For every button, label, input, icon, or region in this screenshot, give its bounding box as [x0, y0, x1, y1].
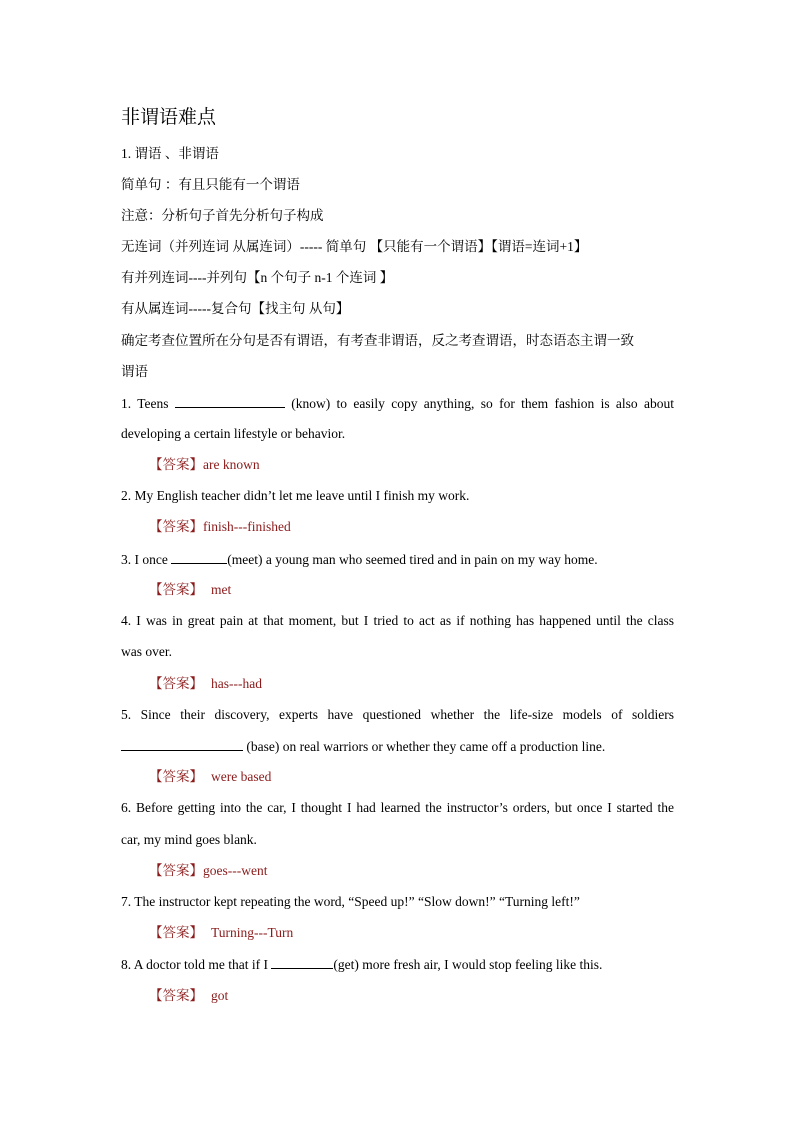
question-line: 2. My English teacher didn’t let me leave until I finish my work.	[121, 488, 470, 503]
answer-label: 【答案】	[149, 988, 203, 1003]
answer-label: 【答案】	[149, 863, 203, 878]
question-line: 6. Before getting into the car, I thought I had learned the instructor’s orders, but once I started the	[121, 800, 674, 815]
note-line: 有并列连词----并列句【n 个句子 n-1 个连词 】	[121, 270, 394, 285]
question-line: 3. I once (meet) a young man who seemed tired and in pain on my way home.	[121, 552, 598, 567]
note-line: 注意：分析句子首先分析句子构成	[121, 208, 324, 223]
answer-value: finish---finished	[203, 519, 291, 534]
answer-blank	[121, 738, 243, 751]
question-line: 7. The instructor kept repeating the word, “Speed up!” “Slow down!” “Turning left!”	[121, 894, 580, 909]
answer-line	[149, 925, 293, 941]
answer-value: Turning---Turn	[211, 925, 294, 940]
note-line: 简单句 ：有且只能有一个谓语	[121, 177, 300, 192]
section-label: 谓语	[121, 364, 148, 379]
answer-value: has---had	[211, 676, 262, 691]
answer-value: goes---went	[203, 863, 268, 878]
answer-line	[149, 769, 271, 785]
answer-blank	[271, 956, 333, 969]
question-line: 4. I was in great pain at that moment, but I tried to act as if nothing has happened until the class	[121, 613, 674, 628]
answer-line	[149, 676, 262, 692]
question-line: was over.	[121, 644, 172, 659]
answer-value: are known	[203, 457, 260, 472]
answer-line	[149, 457, 260, 473]
answer-value: met	[211, 582, 232, 597]
answer-label: 【答案】	[149, 457, 203, 472]
answer-value: were based	[211, 769, 272, 784]
note-line: 确定考查位置所在分句是否有谓语，有考查非谓语，反之考查谓语，时态语态主谓一致	[121, 333, 634, 348]
answer-label: 【答案】	[149, 925, 203, 940]
answer-line	[149, 519, 291, 535]
question-line: (base) on real warriors or whether they came off a production line.	[121, 738, 674, 755]
answer-label: 【答案】	[149, 519, 203, 534]
page-title: 非谓语难点	[121, 107, 217, 128]
section-heading: 1. 谓语 、非谓语	[121, 146, 219, 161]
note-line: 无连词（并列连词 从属连词）----- 简单句 【只能有一个谓语】【谓语=连词+1】	[121, 239, 588, 254]
answer-label: 【答案】	[149, 676, 203, 691]
note-line: 有从属连词-----复合句【找主句 从句】	[121, 301, 350, 316]
question-line: 8. A doctor told me that if I (get) more fresh air, I would stop feeling like this.	[121, 957, 603, 972]
answer-line	[149, 863, 267, 879]
question-line: 5. Since their discovery, experts have questioned whether the life-size models of soldiers	[121, 707, 674, 722]
answer-blank	[171, 551, 227, 564]
answer-line	[149, 988, 228, 1004]
answer-label: 【答案】	[149, 769, 203, 784]
question-line: car, my mind goes blank.	[121, 832, 257, 847]
question-line: 1. Teens (know) to easily copy anything, so for them fashion is also about	[121, 396, 674, 411]
question-line: developing a certain lifestyle or behavior.	[121, 426, 346, 441]
answer-value: got	[211, 988, 229, 1003]
answer-label: 【答案】	[149, 582, 203, 597]
answer-line	[149, 582, 231, 598]
answer-blank	[175, 395, 285, 408]
